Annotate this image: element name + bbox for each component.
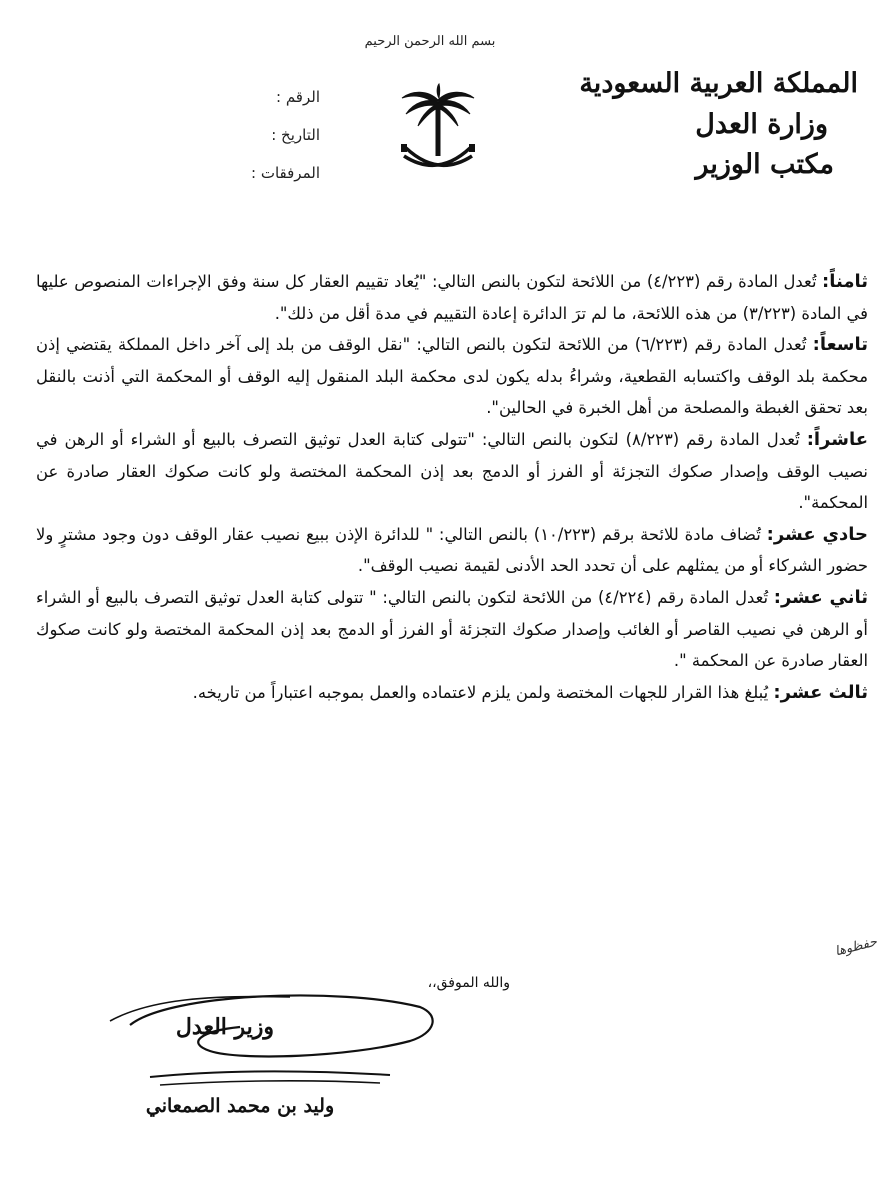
article-lead: ثامناً: [822,271,868,292]
article-text: تُضاف مادة للائحة برقم (١٠/٢٢٣) بالنص التالي: " للدائرة الإذن ببيع نصيب عقار الوقف دون وجود مشترٍ ولا حضور الشركاء أو من يمثلهم على أن تحدد الحد الأدنى لقيمة نصيب الوقف". [36,524,868,576]
decision-body [36,266,868,708]
minister-title: وزير العدل [175,1014,275,1040]
office-name: مكتب الوزير [695,149,834,180]
article-8 [36,266,868,329]
reference-number-label: الرقم : [276,88,320,106]
article-lead: ثاني عشر: [773,586,868,608]
article-12 [36,582,868,677]
article-9 [36,329,868,424]
article-text: تُعدل المادة رقم (٤/٢٢٤) من اللائحة لتكون بالنص التالي: " تتولى كتابة العدل توثيق التصرف بالبيع أو الشراء أو الرهن في نصيب القاصر أو الغائب وإصدار صكوك التجزئة أو الفرز أو الدمج بعد إذن المحكمة المختصة ولو كانت صكوك العقار صادرة عن المحكمة ". [36,587,868,671]
article-text: يُبلغ هذا القرار للجهات المختصة ولمن يلزم لاعتماده والعمل بموجبه اعتباراً من تاريخه. [192,682,774,702]
letter-meta [200,78,320,192]
date-label: التاريخ : [271,126,320,144]
ministry-name: وزارة العدل [695,109,828,140]
article-lead: ثالث عشر: [773,681,868,703]
article-text: تُعدل المادة رقم (٨/٢٢٣) لتكون بالنص التالي: "تتولى كتابة العدل توثيق التصرف بالبيع أو الشراء أو الرهن في نصيب الوقف وإصدار صكوك التجزئة أو الفرز أو الدمج بعد إذن المحكمة المختصة ولو كانت صكوك العقار صادرة عن المحكمة". [36,429,868,513]
kingdom-name: المملكة العربية السعودية [579,68,858,99]
article-11 [36,519,868,582]
attachments-label: المرفقات : [251,164,320,182]
margin-annotation: حفظوها [833,934,879,960]
article-lead: عاشراً: [806,428,869,450]
ministry-letterhead [558,62,858,186]
article-13 [36,677,868,709]
article-text: تُعدل المادة رقم (٤/٢٢٣) من اللائحة لتكون بالنص التالي: "يُعاد تقييم العقار كل سنة وفق الإجراءات المنصوص عليها في المادة (٣/٢٢٣) من هذه اللائحة، ما لم ترَ الدائرة إعادة التقييم في مدة أقل من ذلك". [36,272,868,323]
minister-name: وليد بن محمد الصمعاني [145,1095,335,1117]
article-text: تُعدل المادة رقم (٦/٢٢٣) من اللائحة لتكون بالنص التالي: "نقل الوقف من بلد إلى آخر داخل المملكة يقتضي إذن محكمة بلد الوقف واكتسابه القطعية، وشراءُ بدله يكون لدى محكمة البلد المنقول إليه الوقف أو المحكمة التي أذنت بالنقل بعد تحقق الغبطة والمصلحة من أهل الخبرة في الحالين". [36,335,868,418]
article-lead: تاسعاً: [812,334,869,356]
article-10 [36,424,868,519]
closing-phrase: والله الموفق،، [427,975,510,991]
basmala: بسم الله الرحمن الرحيم [364,34,496,49]
article-lead: حادي عشر: [766,523,868,545]
saudi-emblem-palm-swords-icon [398,82,478,192]
